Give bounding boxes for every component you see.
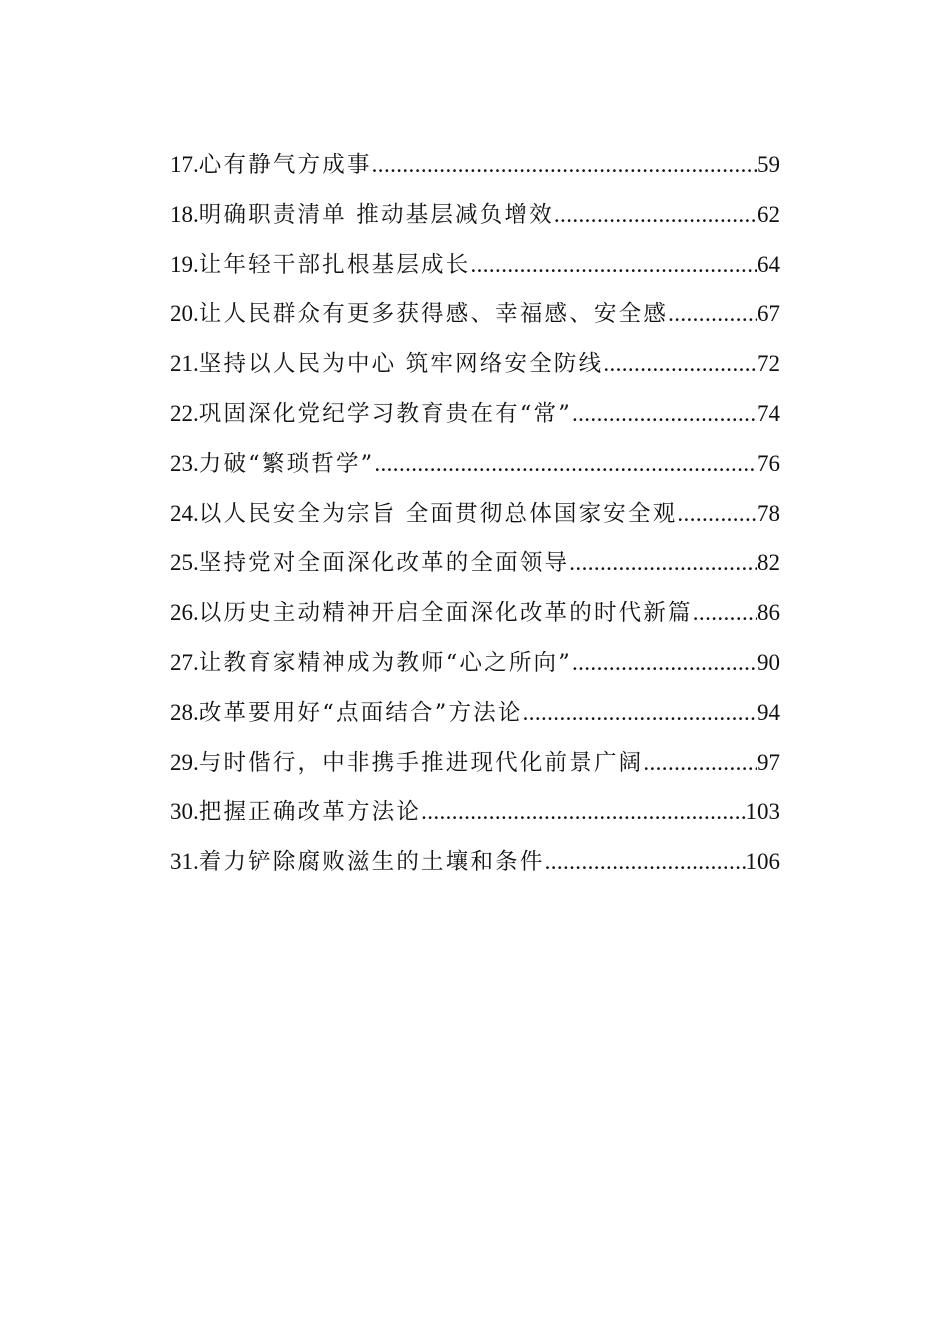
entry-title: 把握正确改革方法论 [198,799,422,826]
toc-entry[interactable] [170,837,780,887]
entry-number: 30. [170,799,199,825]
dot-leader [421,787,745,837]
entry-page-number: 78 [757,500,780,526]
toc-entry[interactable] [170,638,780,688]
dot-leader [545,837,746,887]
toc-entry[interactable] [170,787,780,837]
entry-number: 23. [170,450,199,476]
entry-title: 着力铲除腐败滋生的土壤和条件 [198,849,545,876]
entry-title: 以人民安全为宗旨 全面贯彻总体国家安全观 [198,500,678,527]
toc-entry[interactable] [170,688,780,738]
entry-number: 29. [170,749,199,775]
entry-number: 25. [170,550,199,576]
entry-title: 坚持党对全面深化改革的全面领导 [198,550,570,577]
entry-title: 让人民群众有更多获得感、幸福感、安全感 [198,301,669,328]
entry-page-number: 59 [757,152,780,177]
entry-number: 22. [170,400,199,426]
entry-title: 心有静气方成事 [198,152,372,178]
entry-page-number: 103 [745,799,780,825]
toc-entry[interactable] [170,339,780,389]
dot-leader [372,140,757,190]
toc-entry[interactable] [170,389,780,439]
entry-number: 20. [170,301,199,327]
entry-title: 坚持以人民为中心 筑牢网络安全防线 [198,351,604,378]
dot-leader [572,638,757,688]
entry-number: 19. [170,251,199,277]
entry-number: 28. [170,699,199,725]
entry-page-number: 72 [757,351,780,377]
dot-leader [569,538,757,588]
entry-number: 24. [170,500,199,526]
toc-entry[interactable] [170,538,780,588]
dot-leader [677,489,757,539]
dot-leader [523,688,757,738]
toc-entry[interactable] [170,289,780,339]
entry-title: 让教育家精神成为教师“心之所向” [198,649,572,676]
entry-page-number: 82 [757,550,780,576]
dot-leader [668,289,757,339]
toc-entry[interactable] [170,738,780,788]
entry-title: 以历史主动精神开启全面深化改革的时代新篇 [198,600,693,627]
entry-title: 力破“繁琐哲学” [198,450,375,477]
entry-page-number: 90 [757,649,780,675]
entry-page-number: 62 [757,201,780,227]
entry-page-number: 74 [757,400,780,426]
entry-page-number: 94 [757,699,780,725]
entry-number: 26. [170,600,199,626]
entry-page-number: 86 [757,600,780,626]
entry-page-number: 67 [757,301,780,327]
entry-title: 让年轻干部扎根基层成长 [198,251,471,278]
entry-number: 31. [170,849,199,875]
toc-entry[interactable] [170,489,780,539]
entry-number: 17. [170,152,199,177]
toc-entry[interactable] [170,140,780,190]
table-of-contents [170,140,780,887]
dot-leader [470,240,757,290]
dot-leader [643,738,757,788]
entry-title: 巩固深化党纪学习教育贵在有“常” [198,400,572,427]
entry-title: 改革要用好“点面结合”方法论 [198,699,523,726]
entry-page-number: 97 [757,749,780,775]
entry-number: 27. [170,649,199,675]
entry-page-number: 64 [757,251,780,277]
dot-leader [374,439,757,489]
dot-leader [572,389,757,439]
toc-entry[interactable] [170,439,780,489]
dot-leader [554,190,757,240]
entry-number: 21. [170,351,199,377]
toc-entry[interactable] [170,190,780,240]
toc-entry[interactable] [170,588,780,638]
dot-leader [603,339,757,389]
entry-page-number: 76 [757,450,780,476]
toc-entry[interactable] [170,240,780,290]
entry-page-number: 106 [745,849,780,875]
dot-leader [693,588,757,638]
entry-number: 18. [170,201,199,227]
entry-title: 明确职责清单 推动基层减负增效 [198,201,554,228]
entry-title: 与时偕行，中非携手推进现代化前景广阔 [198,749,644,776]
